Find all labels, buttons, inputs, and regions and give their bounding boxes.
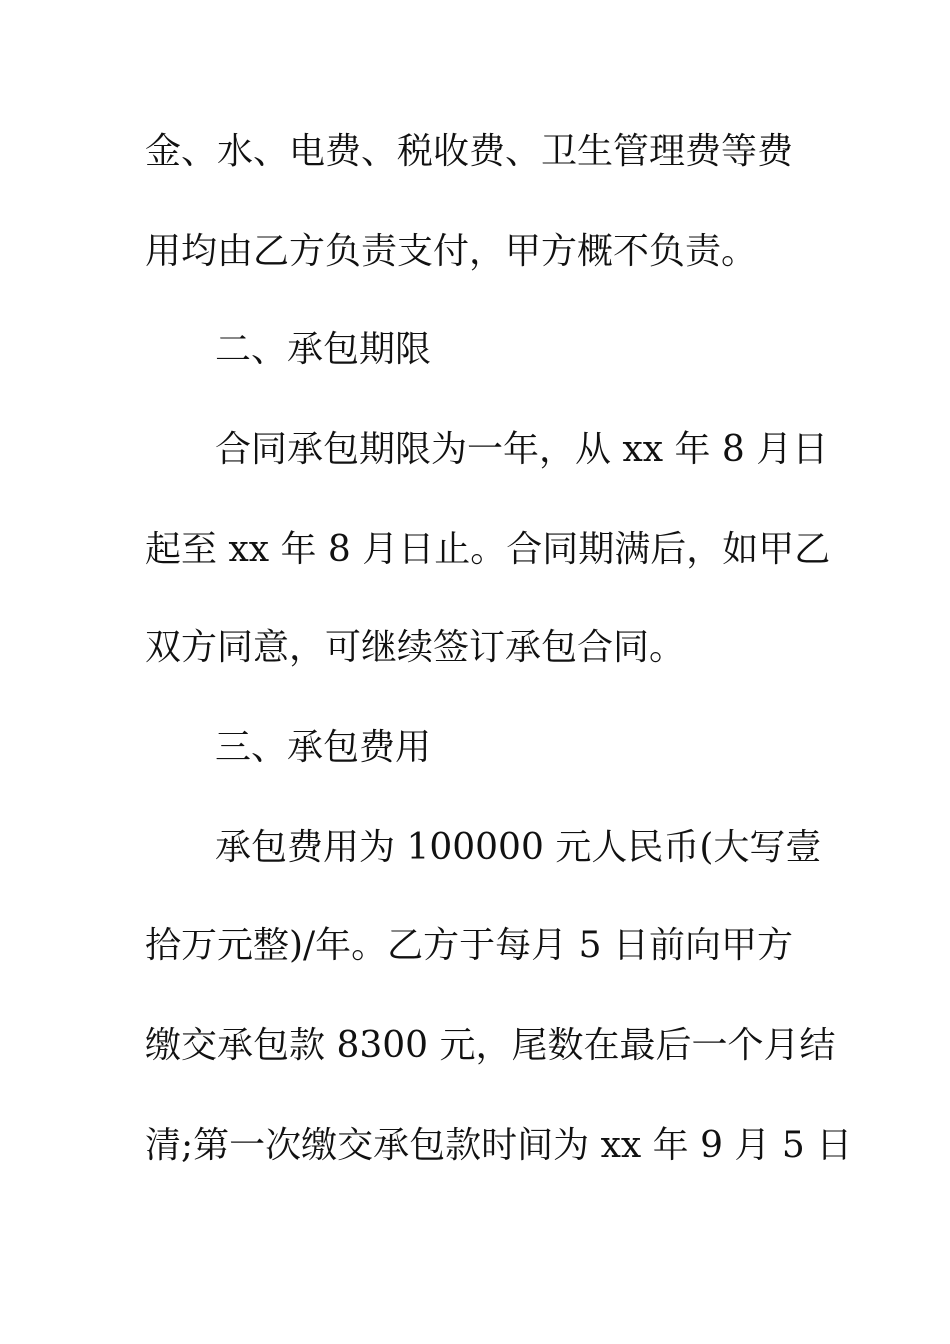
paragraph-line: 合同承包期限为一年，从 xx 年 8 月日 — [215, 429, 829, 470]
paragraph-line: 金、水、电费、税收费、卫生管理费等费 — [145, 131, 794, 172]
section-heading: 二、承包期限 — [215, 329, 432, 370]
paragraph-line: 清;第一次缴交承包款时间为 xx 年 9 月 5 日 — [145, 1125, 853, 1166]
section-heading: 三、承包费用 — [215, 727, 432, 768]
paragraph-line: 起至 xx 年 8 月日止。合同期满后，如甲乙 — [145, 529, 831, 570]
paragraph-line: 拾万元整)/年。乙方于每月 5 日前向甲方 — [145, 925, 793, 966]
paragraph-line: 双方同意，可继续签订承包合同。 — [145, 627, 686, 668]
paragraph-line: 缴交承包款 8300 元，尾数在最后一个月结 — [145, 1025, 836, 1066]
paragraph-line: 承包费用为 100000 元人民币(大写壹 — [215, 827, 822, 868]
paragraph-line: 用均由乙方负责支付，甲方概不负责。 — [145, 231, 758, 272]
